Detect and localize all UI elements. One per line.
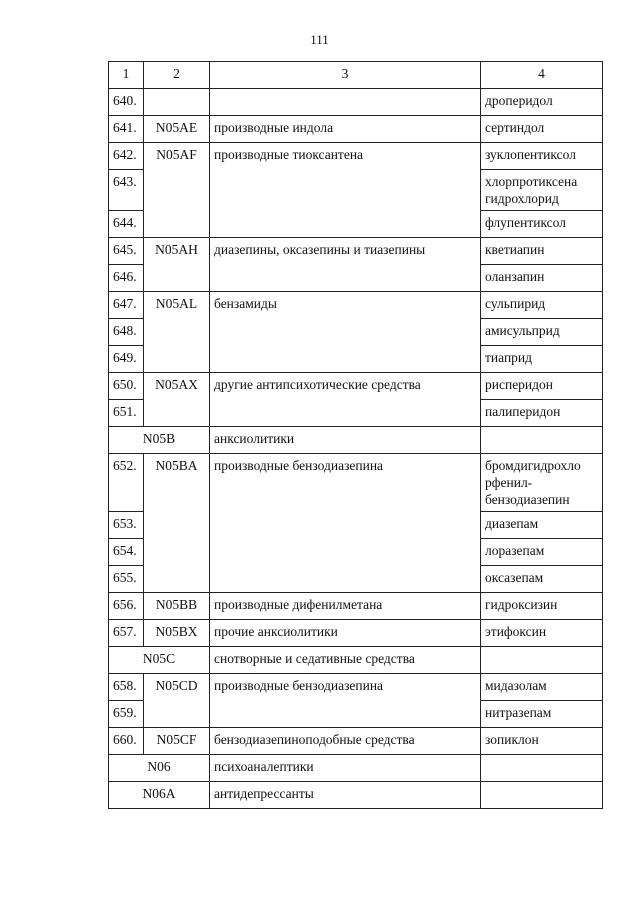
drug-name-cell: оксазепам: [481, 566, 603, 593]
drug-name-cell: палиперидон: [481, 400, 603, 427]
atc-code-cell: N05BX: [144, 620, 210, 647]
row-number-cell: 659.: [109, 701, 144, 728]
row-number-cell: 644.: [109, 211, 144, 238]
drug-name-cell: рисперидон: [481, 373, 603, 400]
drug-name-cell: [481, 755, 603, 782]
table-row: [109, 782, 603, 809]
description-cell: производные тиоксантена: [210, 143, 481, 238]
drug-classification-table: [108, 61, 603, 809]
group-code-cell: N05B: [109, 427, 210, 454]
row-number-cell: 649.: [109, 346, 144, 373]
drug-name-cell: амисульприд: [481, 319, 603, 346]
group-description-cell: снотворные и седативные средства: [210, 647, 481, 674]
description-cell: диазепины, оксазепины и тиазепины: [210, 238, 481, 292]
drug-name-cell: мидазолам: [481, 674, 603, 701]
row-number-cell: 654.: [109, 539, 144, 566]
drug-name-cell: диазепам: [481, 512, 603, 539]
row-number-cell: 640.: [109, 89, 144, 116]
drug-name-cell: сертиндол: [481, 116, 603, 143]
row-number-cell: 651.: [109, 400, 144, 427]
description-cell: бензодиазепиноподобные средства: [210, 728, 481, 755]
drug-name-cell: нитразепам: [481, 701, 603, 728]
table-row: [109, 755, 603, 782]
group-description-cell: анксиолитики: [210, 427, 481, 454]
table-row: [109, 728, 603, 755]
drug-name-cell: зопиклон: [481, 728, 603, 755]
drug-name-cell: лоразепам: [481, 539, 603, 566]
group-description-cell: психоаналептики: [210, 755, 481, 782]
table-row: [109, 143, 603, 170]
description-cell: [210, 89, 481, 116]
row-number-cell: 648.: [109, 319, 144, 346]
group-code-cell: N06: [109, 755, 210, 782]
row-number-cell: 656.: [109, 593, 144, 620]
drug-name-cell: гидроксизин: [481, 593, 603, 620]
drug-name-cell: [481, 427, 603, 454]
drug-name-cell: [481, 647, 603, 674]
drug-name-cell: флупентиксол: [481, 211, 603, 238]
drug-name-cell: дроперидол: [481, 89, 603, 116]
atc-code-cell: N05AL: [144, 292, 210, 373]
description-cell: другие антипсихотические средства: [210, 373, 481, 427]
table-header-row: [109, 62, 603, 89]
atc-code-cell: N05AH: [144, 238, 210, 292]
row-number-cell: 641.: [109, 116, 144, 143]
table-row: [109, 620, 603, 647]
header-cell: 4: [481, 62, 603, 89]
atc-code-cell: N05AX: [144, 373, 210, 427]
drug-name-cell: оланзапин: [481, 265, 603, 292]
table-row: [109, 238, 603, 265]
drug-name-cell: зуклопентиксол: [481, 143, 603, 170]
row-number-cell: 658.: [109, 674, 144, 701]
description-cell: прочие анксиолитики: [210, 620, 481, 647]
table-row: [109, 116, 603, 143]
table-row: [109, 454, 603, 512]
row-number-cell: 643.: [109, 170, 144, 211]
header-cell: 2: [144, 62, 210, 89]
drug-name-cell: хлорпротиксена гидрохлорид: [481, 170, 603, 211]
description-cell: производные индола: [210, 116, 481, 143]
atc-code-cell: N05AF: [144, 143, 210, 238]
row-number-cell: 657.: [109, 620, 144, 647]
row-number-cell: 652.: [109, 454, 144, 512]
row-number-cell: 647.: [109, 292, 144, 319]
header-cell: 3: [210, 62, 481, 89]
atc-code-cell: N05BB: [144, 593, 210, 620]
drug-name-cell: тиаприд: [481, 346, 603, 373]
atc-code-cell: N05BA: [144, 454, 210, 593]
table-row: [109, 674, 603, 701]
drug-name-cell: кветиапин: [481, 238, 603, 265]
atc-code-cell: N05CF: [144, 728, 210, 755]
group-code-cell: N05C: [109, 647, 210, 674]
row-number-cell: 645.: [109, 238, 144, 265]
table-row: [109, 292, 603, 319]
group-description-cell: антидепрессанты: [210, 782, 481, 809]
header-cell: 1: [109, 62, 144, 89]
group-code-cell: N06A: [109, 782, 210, 809]
table-row: [109, 647, 603, 674]
row-number-cell: 650.: [109, 373, 144, 400]
description-cell: производные дифенилметана: [210, 593, 481, 620]
description-cell: производные бензодиазепина: [210, 674, 481, 728]
atc-code-cell: [144, 89, 210, 116]
drug-name-cell: этифоксин: [481, 620, 603, 647]
row-number-cell: 646.: [109, 265, 144, 292]
table-row: [109, 89, 603, 116]
atc-code-cell: N05CD: [144, 674, 210, 728]
drug-name-cell: сульпирид: [481, 292, 603, 319]
page-number: 111: [310, 32, 329, 47]
table-row: [109, 593, 603, 620]
row-number-cell: 655.: [109, 566, 144, 593]
table-row: [109, 427, 603, 454]
description-cell: бензамиды: [210, 292, 481, 373]
drug-name-cell: бромдигидрохло рфенил-бензодиазепин: [481, 454, 603, 512]
row-number-cell: 642.: [109, 143, 144, 170]
row-number-cell: 653.: [109, 512, 144, 539]
table-row: [109, 373, 603, 400]
row-number-cell: 660.: [109, 728, 144, 755]
description-cell: производные бензодиазепина: [210, 454, 481, 593]
atc-code-cell: N05AE: [144, 116, 210, 143]
drug-name-cell: [481, 782, 603, 809]
